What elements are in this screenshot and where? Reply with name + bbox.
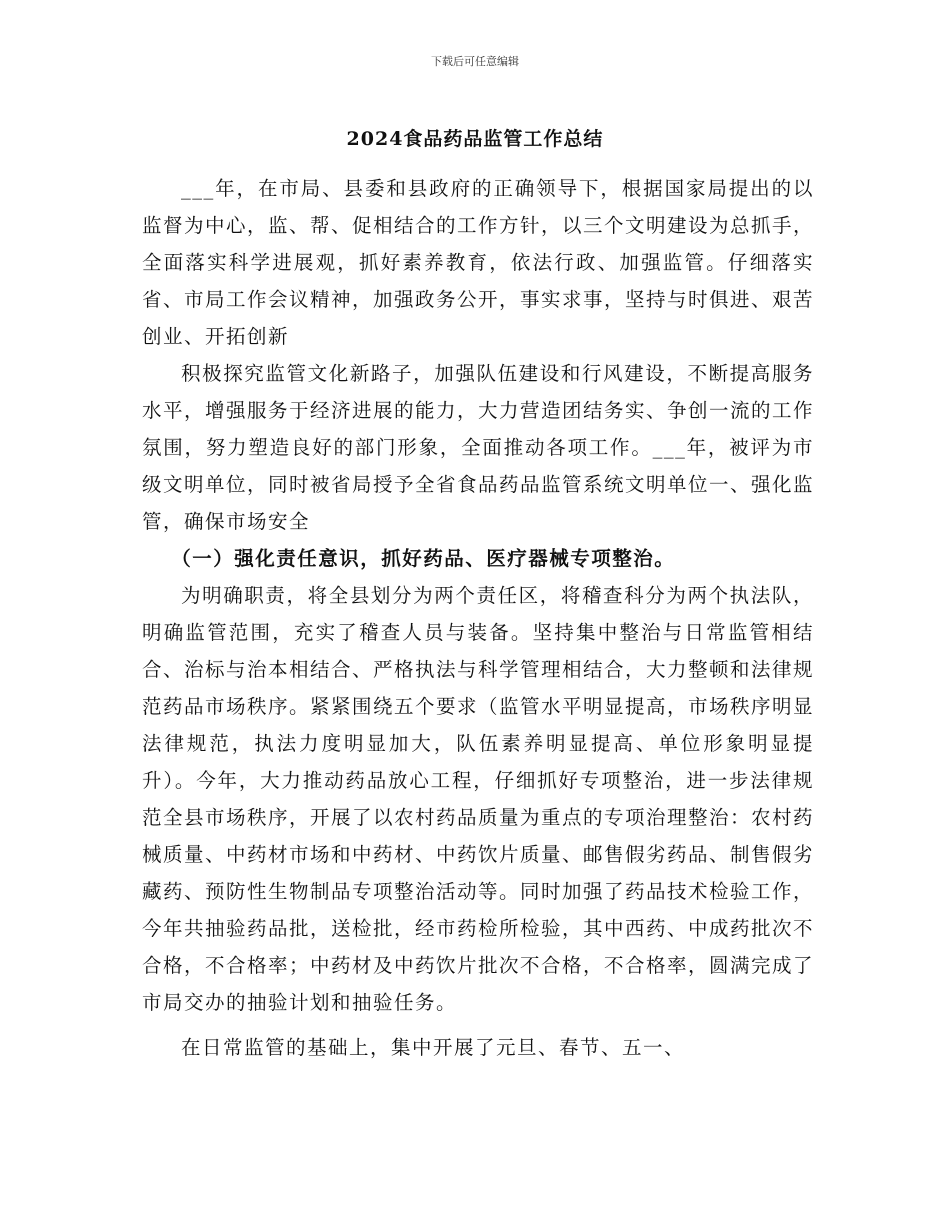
document-body [142,170,814,1066]
section-paragraph-1: 为明确职责，将全县划分为两个责任区，将稽查科分为两个执法队，明确监管范围，充实了稽查人员与装备。坚持集中整治与日常监管相结合、治标与治本相结合、严格执法与科学管理相结合，大力整顿和法律规范药品市场秩序。紧紧围绕五个要求（监管水平明显提高，市场秩序明显法律规范，执法力度明显加大，队伍素养明显提高、单位形象明显提升）。今年，大力推动药品放心工程，仔细抓好专项整治，进一步法律规范全县市场秩序，开展了以农村药品质量为重点的专项治理整治：农村药械质量、中药材市场和中药材、中药饮片质量、邮售假劣药品、制售假劣藏药、预防性生物制品专项整治活动等。同时加强了药品技术检验工作，今年共抽验药品批，送检批，经市药检所检验，其中西药、中成药批次不合格，不合格率；中药材及中药饮片批次不合格，不合格率，圆满完成了市局交办的抽验计划和抽验任务。 [142,584,815,1014]
body-paragraph-1: ___年，在市局、县委和县政府的正确领导下，根据国家局提出的以监督为中心，监、帮、促相结合的工作方针，以三个文明建设为总抓手，全面落实科学进展观，抓好素养教育，依法行政、加强监管。仔细落实省、市局工作会议精神，加强政务公开，事实求事，坚持与时俱进、艰苦创业、开拓创新 [142,177,815,348]
body-paragraph-2: 积极探究监管文化新路子，加强队伍建设和行风建设，不断提高服务水平，增强服务于经济进展的能力，大力营造团结务实、争创一流的工作氛围，努力塑造良好的部门形象，全面推动各项工作。___年，被评为市级文明单位，同时被省局授予全省食品药品监管系统文明单位一、强化监管，确保市场安全 [142,362,815,533]
section-paragraph-2: 在日常监管的基础上，集中开展了元旦、春节、五一、 [181,1036,686,1059]
document-title: 2024食品药品监管工作总结 [346,128,604,150]
page-header-note: 下载后可任意编辑 [431,55,519,68]
section-heading: （一）强化责任意识，抓好药品、医疗器械专项整治。 [171,547,676,570]
